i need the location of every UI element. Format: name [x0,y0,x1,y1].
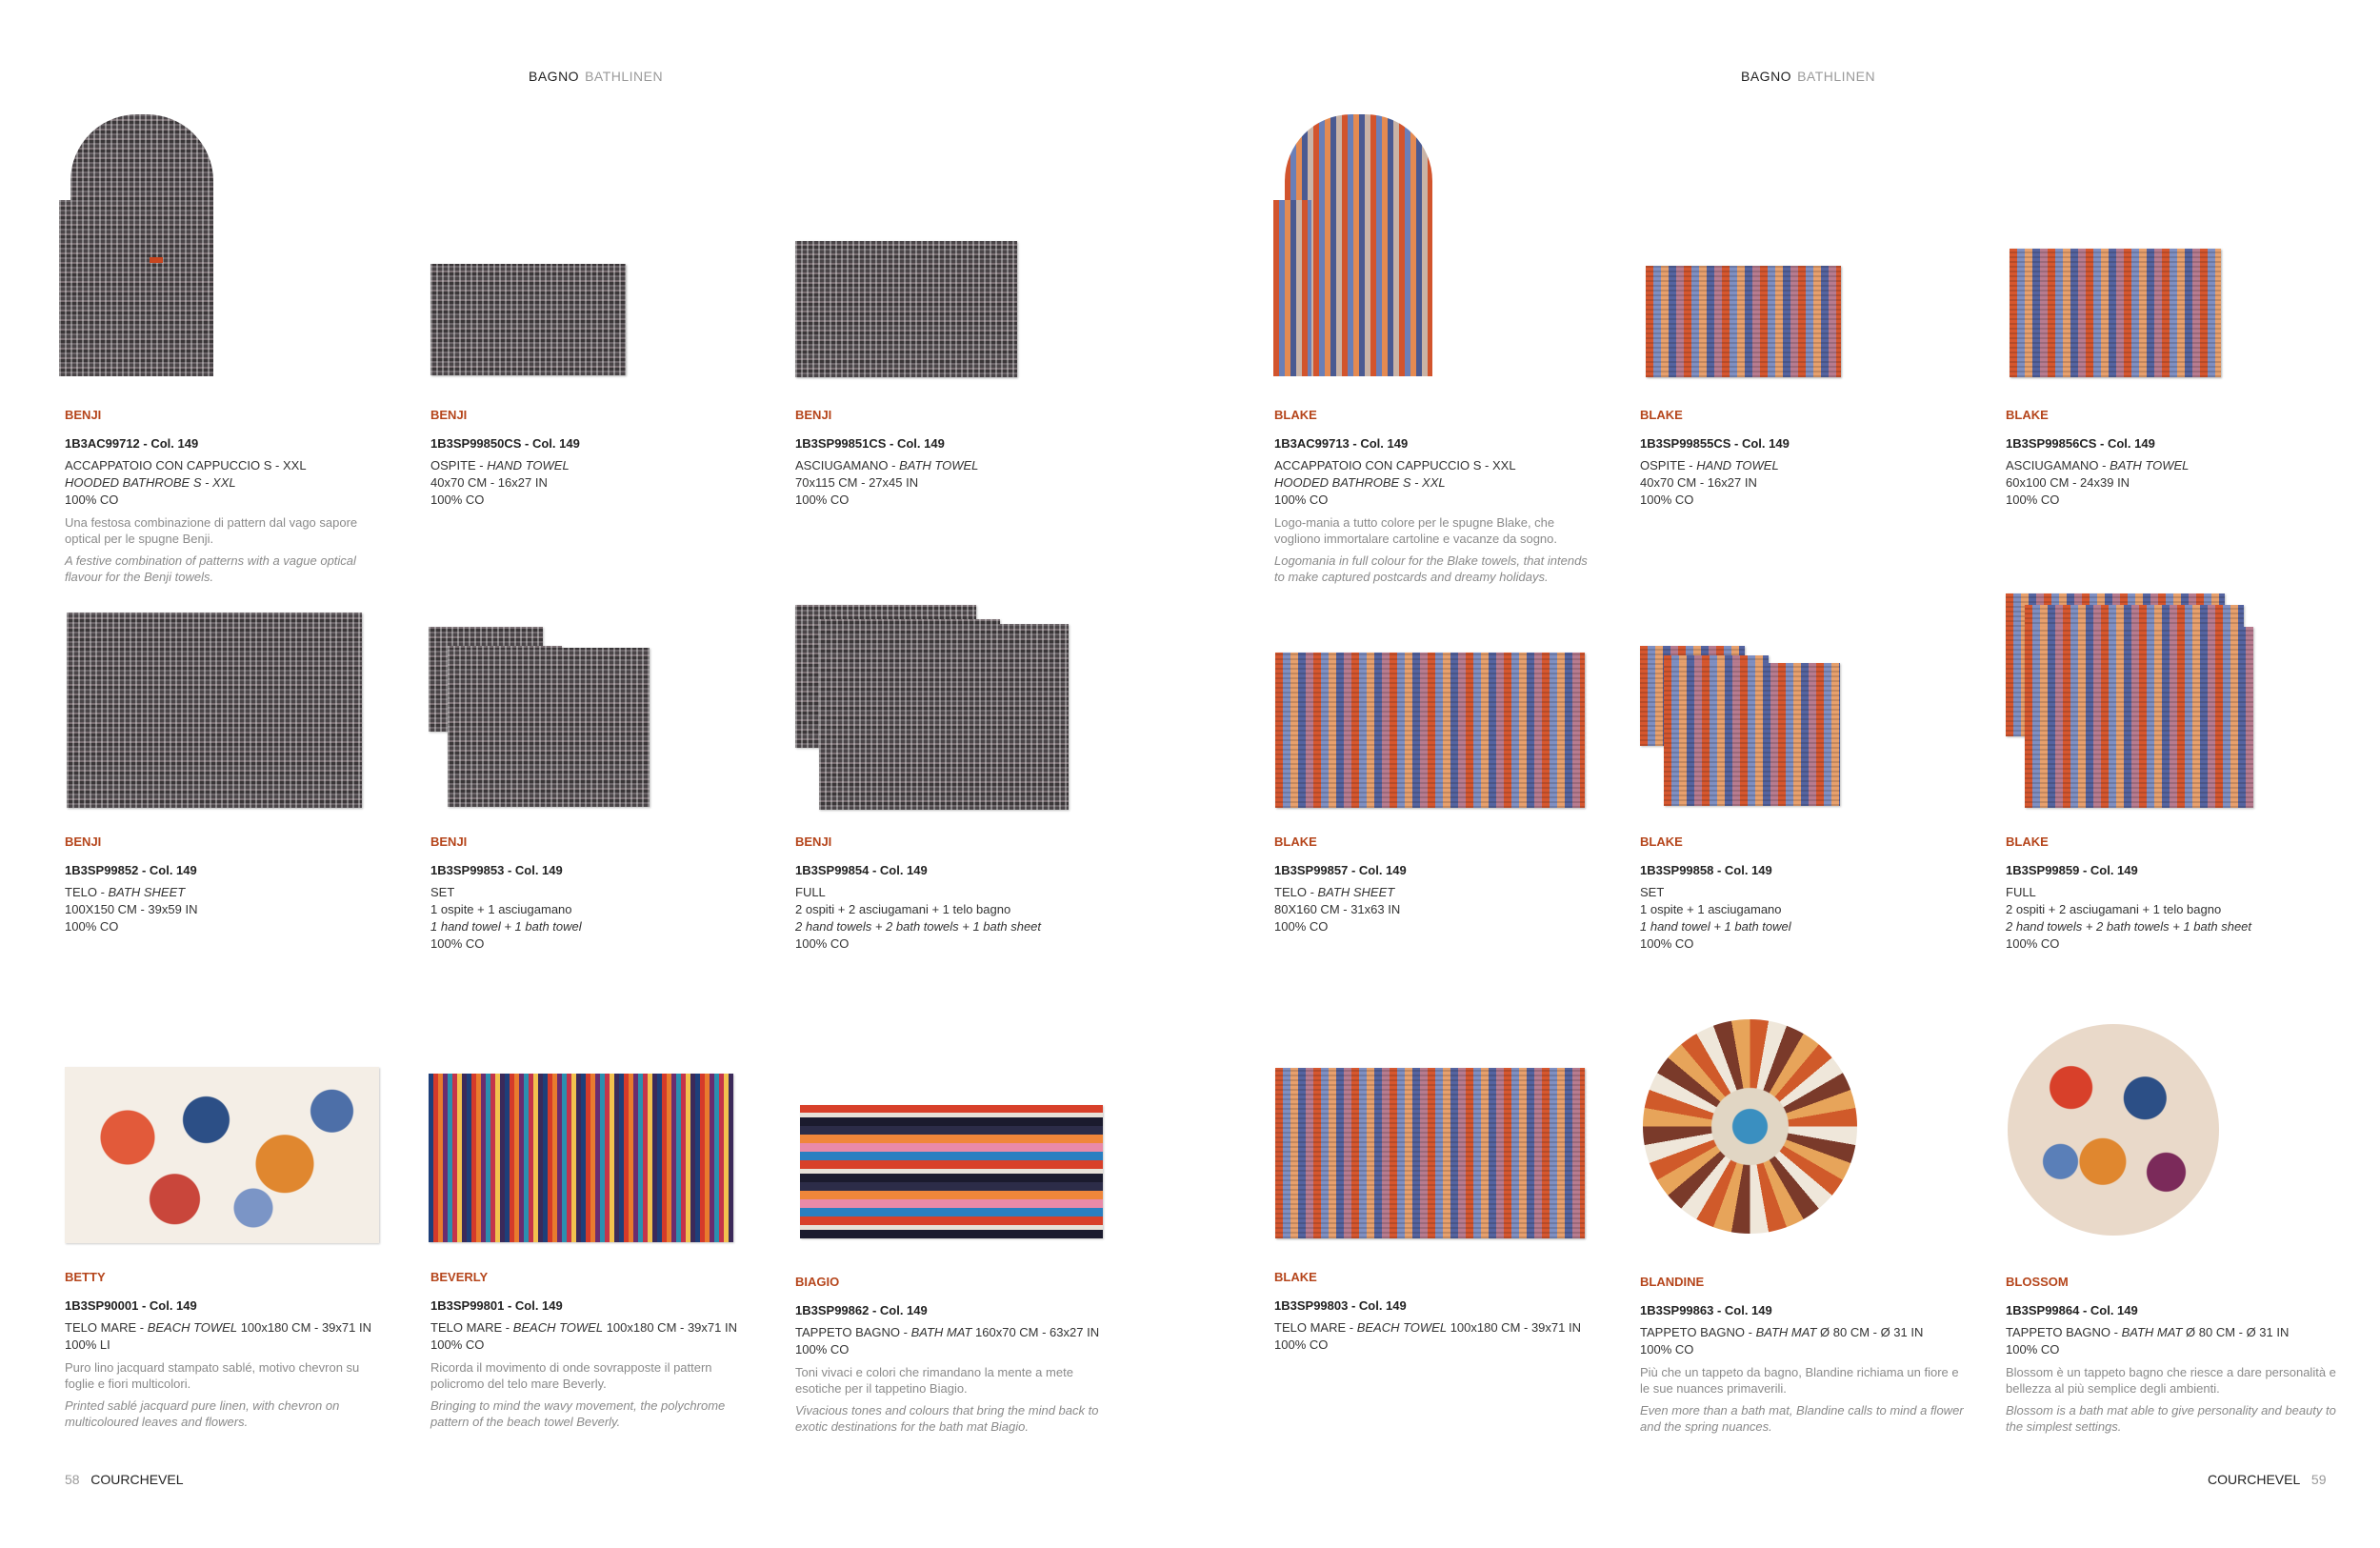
product-card [430,1270,754,1430]
product-name: BENJI [65,408,102,422]
product-material: 100% CO [2006,936,2060,951]
product-type-en: BEACH TOWEL [147,1320,238,1335]
product-card [1274,1270,1598,1354]
product-material: 100% CO [795,1342,850,1357]
product-code: 1B3AC99712 - Col. 149 [65,436,199,451]
product-size: 70x115 CM - 27x45 IN [795,475,919,490]
beverly-beach-towel-image [429,1074,733,1242]
product-card [65,1270,389,1430]
product-material: 100% CO [430,1337,485,1352]
footer-label: COURCHEVEL [90,1472,184,1487]
blake-set-image [1640,646,1850,808]
product-description-en: Blossom is a bath mat able to give personality and beauty to the simplest settings. [2006,1403,2336,1434]
product-card [795,408,1119,509]
product-code: 1B3AC99713 - Col. 149 [1274,436,1409,451]
product-description-en: Bringing to mind the wavy movement, the polychrome pattern of the beach towel Beverly. [430,1398,726,1429]
set-contents: 2 ospiti + 2 asciugamani + 1 telo bagno [795,902,1011,916]
product-card [1640,408,1964,509]
product-type-en: BATH SHEET [108,885,186,899]
product-type: FULL [795,885,826,899]
product-name: BLAKE [2006,834,2049,849]
product-size: 100x180 CM - 39x71 IN [1447,1320,1581,1335]
product-size: Ø 80 CM - Ø 31 IN [1816,1325,1924,1339]
product-description-en: Logomania in full colour for the Blake towels, that intends to make captured postcards and dreamy holidays. [1274,553,1588,584]
benji-bathrobe-image [59,114,230,376]
product-type: TELO MARE - [65,1320,148,1335]
product-size: Ø 80 CM - Ø 31 IN [2182,1325,2290,1339]
product-size: 60x100 CM - 24x39 IN [2006,475,2130,490]
product-size: 100X150 CM - 39x59 IN [65,902,198,916]
product-type-en: BEACH TOWEL [512,1320,604,1335]
set-contents-en: 2 hand towels + 2 bath towels + 1 bath sheet [2006,919,2252,934]
product-code: 1B3SP99851CS - Col. 149 [795,436,945,451]
product-name: BLAKE [1640,408,1683,422]
product-type: TELO MARE - [1274,1320,1357,1335]
right-page-footer [2208,1472,2327,1487]
product-material: 100% CO [1274,919,1329,934]
blossom-bath-mat-image [2008,1024,2219,1236]
product-card [1274,408,1598,585]
product-card [430,834,754,953]
product-material: 100% CO [1274,1337,1329,1352]
blake-bath-towel-image [2010,249,2221,377]
footer-label: COURCHEVEL [2208,1472,2301,1487]
product-name: BETTY [65,1270,106,1284]
product-description-en: Even more than a bath mat, Blandine calls to mind a flower and the spring nuances. [1640,1403,1964,1434]
product-material: 100% CO [1640,936,1694,951]
product-type: ASCIUGAMANO - [2006,458,2110,472]
product-description-en: Printed sablé jacquard pure linen, with chevron on multicoloured leaves and flowers. [65,1398,340,1429]
product-code: 1B3SP99854 - Col. 149 [795,863,928,877]
product-material: 100% CO [2006,1342,2060,1357]
product-code: 1B3SP99855CS - Col. 149 [1640,436,1790,451]
product-type-en: HOODED BATHROBE S - XXL [1274,475,1446,490]
benji-set-image [429,627,657,808]
product-type: OSPITE - [430,458,488,472]
product-material: 100% CO [430,493,485,507]
benji-full-set-image [795,605,1071,810]
product-card [2006,1275,2339,1435]
product-type: TELO - [1274,885,1318,899]
set-contents: 1 ospite + 1 asciugamano [1640,902,1782,916]
product-code: 1B3SP99856CS - Col. 149 [2006,436,2155,451]
product-type-en: HAND TOWEL [487,458,570,472]
product-type: TAPPETO BAGNO - [1640,1325,1756,1339]
header-sub: BATHLINEN [585,69,664,84]
product-type: ACCAPPATOIO CON CAPPUCCIO S - XXL [1274,458,1516,472]
product-code: 1B3SP99803 - Col. 149 [1274,1298,1407,1313]
blandine-bath-mat-image [1643,1019,1857,1234]
set-contents-en: 1 hand towel + 1 bath towel [1640,919,1791,934]
product-code: 1B3SP99850CS - Col. 149 [430,436,580,451]
set-contents-en: 1 hand towel + 1 bath towel [430,919,582,934]
product-type-en: BATH SHEET [1317,885,1395,899]
product-name: BLANDINE [1640,1275,1705,1289]
product-card [65,408,389,585]
set-contents: 1 ospite + 1 asciugamano [430,902,572,916]
product-card [65,834,389,935]
product-size: 100x180 CM - 39x71 IN [603,1320,737,1335]
blake-hand-towel-image [1646,266,1841,377]
blake-bathrobe-image [1273,114,1445,376]
product-code: 1B3SP90001 - Col. 149 [65,1298,197,1313]
product-code: 1B3SP99864 - Col. 149 [2006,1303,2138,1317]
product-name: BLAKE [1274,834,1317,849]
product-size: 80X160 CM - 31x63 IN [1274,902,1401,916]
product-card [1640,1275,1964,1435]
product-material: 100% CO [65,493,119,507]
product-name: BEVERLY [430,1270,489,1284]
product-name: BLAKE [1274,1270,1317,1284]
product-type: TELO MARE - [430,1320,513,1335]
right-page-header [1741,69,1875,84]
header-sub: BATHLINEN [1797,69,1876,84]
product-material: 100% CO [1640,1342,1694,1357]
blake-full-set-image [2006,593,2255,808]
product-material: 100% CO [1640,493,1694,507]
product-name: BENJI [430,408,468,422]
product-description: Puro lino jacquard stampato sablé, motivo chevron su foglie e fiori multicolori. [65,1360,360,1391]
product-material: 100% CO [795,493,850,507]
product-type: ASCIUGAMANO - [795,458,900,472]
product-type: ACCAPPATOIO CON CAPPUCCIO S - XXL [65,458,307,472]
product-card [2006,408,2330,509]
product-type-en: HOODED BATHROBE S - XXL [65,475,236,490]
benji-bath-towel-image [795,241,1017,377]
page-number: 59 [2310,1472,2327,1487]
left-page-header [529,69,663,84]
product-material: 100% LI [65,1337,110,1352]
product-description-en: A festive combination of patterns with a vague optical flavour for the Benji towels. [65,553,356,584]
benji-hand-towel-image [430,264,626,375]
product-name: BENJI [65,834,102,849]
product-name: BIAGIO [795,1275,840,1289]
product-description: Una festosa combinazione di pattern dal vago sapore optical per le spugne Benji. [65,515,358,546]
header-main: BAGNO [529,69,580,84]
product-card [430,408,754,509]
product-code: 1B3SP99801 - Col. 149 [430,1298,563,1313]
product-material: 100% CO [430,936,485,951]
product-description: Più che un tappeto da bagno, Blandine richiama un fiore e le sue nuances primaverili. [1640,1365,1959,1396]
product-name: BENJI [795,834,832,849]
product-name: BLOSSOM [2006,1275,2069,1289]
product-type: TAPPETO BAGNO - [2006,1325,2122,1339]
product-material: 100% CO [65,919,119,934]
product-type-en: BATH MAT [2121,1325,2183,1339]
product-description: Ricorda il movimento di onde sovrapposte il pattern policromo del telo mare Beverly. [430,1360,712,1391]
set-contents: 2 ospiti + 2 asciugamani + 1 telo bagno [2006,902,2222,916]
product-size: 40x70 CM - 16x27 IN [430,475,548,490]
product-code: 1B3SP99853 - Col. 149 [430,863,563,877]
product-type: FULL [2006,885,2036,899]
product-name: BENJI [430,834,468,849]
blake-bath-sheet-image [1275,653,1585,808]
product-description-en: Vivacious tones and colours that bring the mind back to exotic destinations for the bath mat Biagio. [795,1403,1099,1434]
product-description: Blossom è un tappeto bagno che riesce a dare personalità e bellezza al più semplice degli ambienti. [2006,1365,2336,1396]
header-main: BAGNO [1741,69,1792,84]
product-type-en: BEACH TOWEL [1356,1320,1448,1335]
product-card [795,834,1119,953]
product-size: 100x180 CM - 39x71 IN [237,1320,371,1335]
product-material: 100% CO [2006,493,2060,507]
biagio-bath-mat-image [800,1105,1103,1238]
product-description: Logo-mania a tutto colore per le spugne Blake, che vogliono immortalare cartoline e vacanze da sogno. [1274,515,1558,546]
page-number: 58 [65,1472,80,1487]
product-type-en: BATH MAT [1755,1325,1817,1339]
product-code: 1B3SP99862 - Col. 149 [795,1303,928,1317]
product-type: TELO - [65,885,109,899]
product-size: 40x70 CM - 16x27 IN [1640,475,1757,490]
set-contents-en: 2 hand towels + 2 bath towels + 1 bath sheet [795,919,1042,934]
product-type: OSPITE - [1640,458,1697,472]
blake-beach-towel-image [1275,1068,1585,1238]
betty-beach-towel-image [65,1067,379,1243]
product-code: 1B3SP99857 - Col. 149 [1274,863,1407,877]
product-card [795,1275,1119,1435]
product-type: SET [1640,885,1665,899]
product-name: BLAKE [1640,834,1683,849]
product-code: 1B3SP99852 - Col. 149 [65,863,197,877]
product-name: BLAKE [2006,408,2049,422]
product-type-en: BATH TOWEL [2110,458,2190,472]
benji-bath-sheet-image [67,613,362,808]
product-description: Toni vivaci e colori che rimandano la mente a mete esotiche per il tappetino Biagio. [795,1365,1073,1396]
product-code: 1B3SP99858 - Col. 149 [1640,863,1772,877]
product-card [1640,834,1964,953]
product-material: 100% CO [795,936,850,951]
product-type-en: BATH TOWEL [899,458,979,472]
product-code: 1B3SP99859 - Col. 149 [2006,863,2138,877]
product-name: BLAKE [1274,408,1317,422]
product-code: 1B3SP99863 - Col. 149 [1640,1303,1772,1317]
left-page-footer [65,1472,184,1487]
product-material: 100% CO [1274,493,1329,507]
product-name: BENJI [795,408,832,422]
product-type-en: BATH MAT [910,1325,972,1339]
product-size: 160x70 CM - 63x27 IN [971,1325,1100,1339]
product-card [2006,834,2330,953]
product-type: SET [430,885,455,899]
product-card [1274,834,1598,935]
product-type-en: HAND TOWEL [1696,458,1779,472]
product-type: TAPPETO BAGNO - [795,1325,911,1339]
